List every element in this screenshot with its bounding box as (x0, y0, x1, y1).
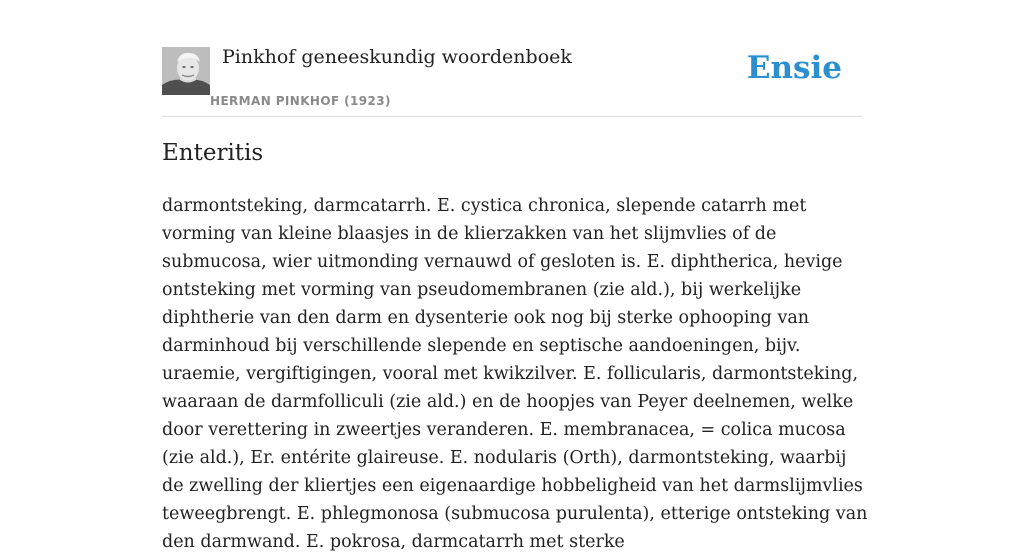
ensie-logo[interactable]: Ensie (746, 50, 842, 86)
entry-body: darmontsteking, darmcatarrh. E. cystica chronica, slepende catarrh met vorming van kleine blaasjes in de klierzakken van het slijmvlies of de submucosa, wier uitmonding vernauwd of gesloten is. E. diphtherica, hevige ontsteking met vorming van pseudomembranen (zie ald.), bij werkelijke diphtherie van den darm en dysenterie ook nog bij sterke ophooping van darminhoud bij verschillende slepende en septische aandoeningen, bijv. uraemie, vergiftigingen, vooral met kwikzilver. E. follicularis, darmontsteking, waaraan de darmfolliculi (zie ald.) en de hoopjes van Peyer deelnemen, welke door verettering in zweertjes veranderen. E. membranacea, = colica mucosa (zie ald.), Er. entérite glaireuse. E. nodularis (Orth), darmontsteking, waarbij de zwelling der kliertjes een eigenaardige hobbeligheid van het darmslijmvlies teweegbrengt. E. phlegmonosa (submucosa purulenta), etterige ontsteking van den darmwand. E. pokrosa, darmcatarrh met sterke (162, 196, 868, 552)
avatar (162, 47, 210, 95)
author-portrait-icon (162, 47, 210, 95)
entry-title: Enteritis (162, 140, 264, 166)
header (162, 0, 862, 117)
author-byline[interactable]: HERMAN PINKHOF (1923) (210, 94, 391, 108)
book-title[interactable]: Pinkhof geneeskundig woordenboek (222, 46, 572, 68)
